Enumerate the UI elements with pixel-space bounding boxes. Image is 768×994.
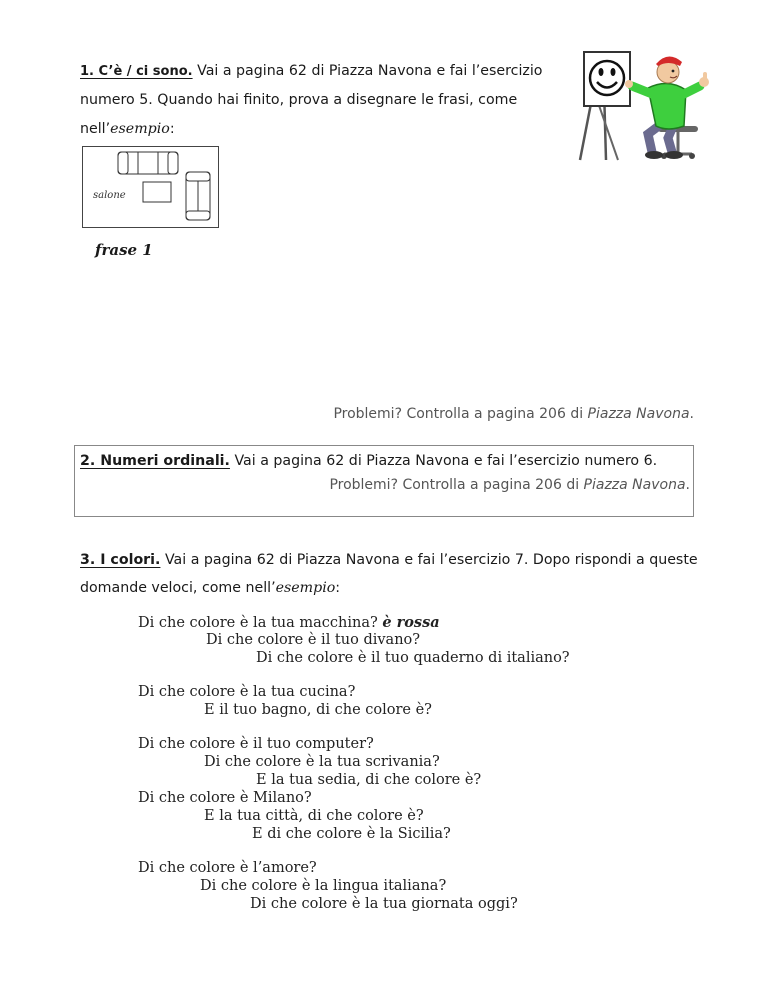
question-3: Di che colore è il tuo quaderno di italiano? bbox=[256, 650, 570, 666]
question-5: E il tuo bagno, di che colore è? bbox=[204, 702, 432, 718]
question-13: Di che colore è la lingua italiana? bbox=[200, 878, 447, 894]
question-10: E la tua città, di che colore è? bbox=[204, 808, 424, 824]
painter-illustration bbox=[572, 48, 720, 163]
question-1: Di che colore è la tua macchina? è rossa bbox=[138, 614, 440, 631]
example-word: esempio bbox=[275, 580, 336, 596]
example-word: esempio bbox=[110, 121, 170, 137]
question-11: E di che colore è la Sicilia? bbox=[252, 826, 451, 842]
section3-line2: domande veloci, come nell’esempio: bbox=[80, 580, 341, 596]
question-2: Di che colore è il tuo divano? bbox=[206, 632, 421, 648]
question-14: Di che colore è la tua giornata oggi? bbox=[250, 896, 518, 912]
section3-text: Vai a pagina 62 di Piazza Navona e fai l’esercizio 7. Dopo rispondi a queste bbox=[164, 552, 698, 568]
section2-line1 bbox=[80, 453, 657, 469]
question-9: Di che colore è Milano? bbox=[138, 790, 312, 806]
section1-heading: 1. C’è / ci sono. bbox=[80, 64, 193, 79]
section2-text: Vai a pagina 62 di Piazza Navona e fai l’esercizio numero 6. bbox=[234, 453, 658, 469]
section1-line3: nell’esempio: bbox=[80, 121, 175, 137]
section1-problem: Problemi? Controlla a pagina 206 di Piazza Navona. bbox=[333, 406, 694, 422]
section3-line1 bbox=[80, 552, 698, 568]
sketch-label: salone bbox=[93, 190, 126, 201]
room-sketch bbox=[82, 146, 219, 228]
section2-problem: Problemi? Controlla a pagina 206 di Piazza Navona. bbox=[329, 477, 690, 493]
section2-heading: 2. Numeri ordinali. bbox=[80, 453, 230, 469]
section1-text: Vai a pagina 62 di Piazza Navona e fai l’esercizio bbox=[197, 63, 543, 79]
question-8: E la tua sedia, di che colore è? bbox=[256, 772, 482, 788]
section1-line2: numero 5. Quando hai finito, prova a disegnare le frasi, come bbox=[80, 92, 518, 108]
question-4: Di che colore è la tua cucina? bbox=[138, 684, 356, 700]
example-answer: è rossa bbox=[382, 614, 440, 631]
section1-line1 bbox=[80, 63, 542, 79]
question-12: Di che colore è l’amore? bbox=[138, 860, 317, 876]
question-6: Di che colore è il tuo computer? bbox=[138, 736, 374, 752]
sentence-label: frase 1 bbox=[95, 241, 153, 259]
section3-heading: 3. I colori. bbox=[80, 552, 161, 568]
question-7: Di che colore è la tua scrivania? bbox=[204, 754, 440, 770]
